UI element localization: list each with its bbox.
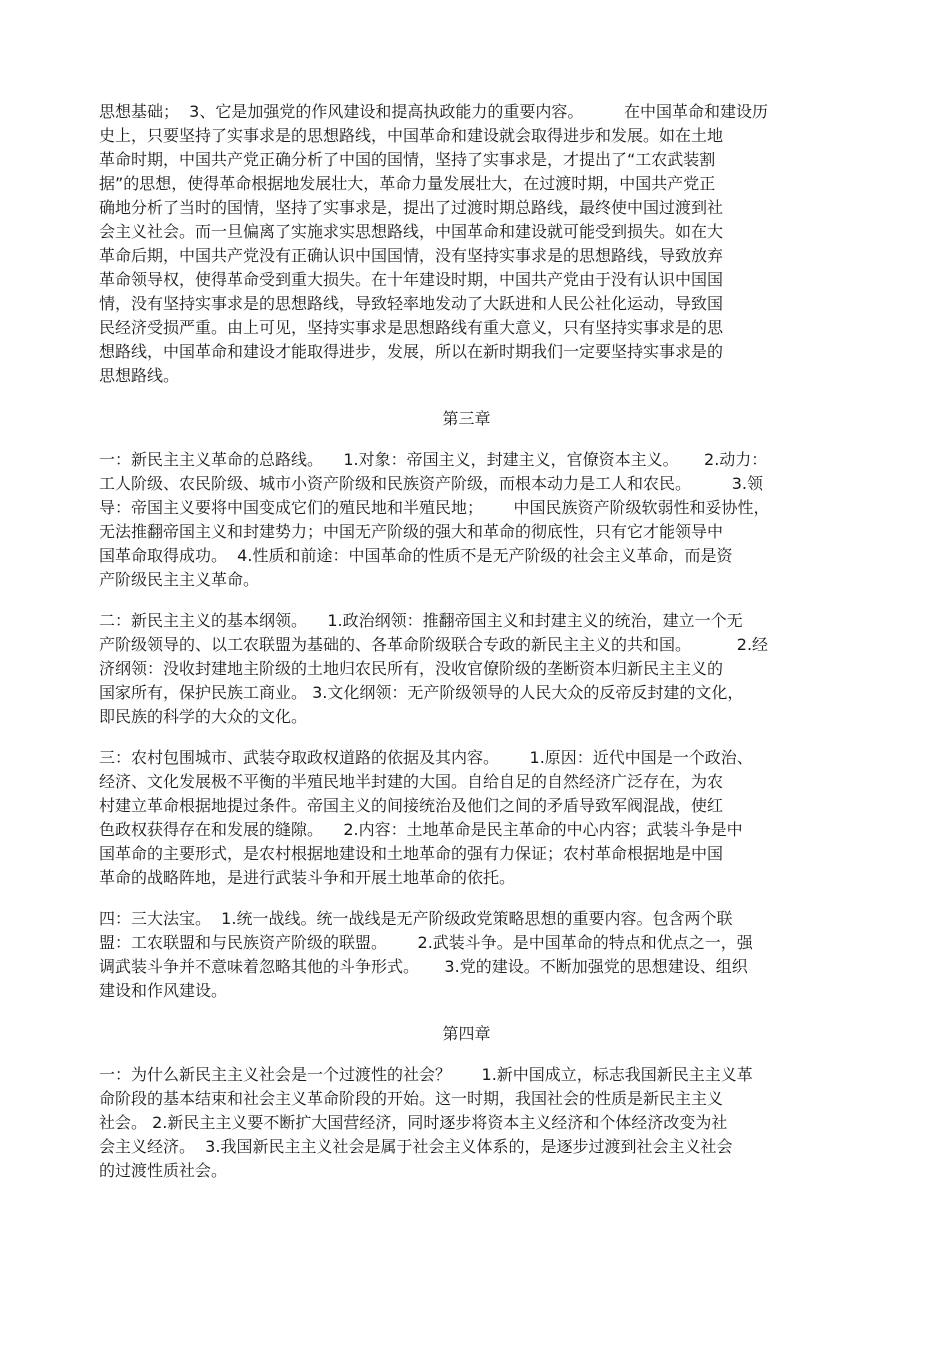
text-line: 产阶级民主主义革命。 [99,570,260,589]
chapter-3-section-4 [99,907,834,1003]
text-line: 民经济受损严重。由上可见，坚持实事求是思想路线有重大意义，只有坚持实事求是的思 [99,318,724,337]
text-line: 革命的战略阵地，是进行武装斗争和开展土地革命的依托。 [99,868,516,887]
text-line: 情，没有坚持实事求是的思想路线，导致轻率地发动了大跃进和人民公社化运动，导致国 [99,294,724,313]
text-line: 即民族的科学的大众的文化。 [99,707,308,726]
chapter-3-section-2 [99,609,834,729]
text-line: 据”的思想，使得革命根据地发展壮大，革命力量发展壮大，在过渡时期，中国共产党正 [99,174,716,193]
text-line: 二：新民主主义的基本纲领。 1.政治纲领：推翻帝国主义和封建主义的统治，建立一个无 [99,611,743,630]
text-line: 一：为什么新民主主义社会是一个过渡性的社会？ 1.新中国成立，标志我国新民主主义革 [99,1065,753,1084]
chapter-3-section-1 [99,448,834,592]
text-line: 色政权获得存在和发展的缝隙。 2.内容：土地革命是民主革命的中心内容；武装斗争是中 [99,820,743,839]
text-line: 建设和作风建设。 [99,981,228,1000]
text-line: 国革命取得成功。 4.性质和前途：中国革命的性质不是无产阶级的社会主义革命，而是资 [99,546,733,565]
chapter-4-heading: 第四章 [442,1024,491,1043]
text-line: 的过渡性质社会。 [99,1161,228,1180]
text-line: 革命后期，中国共产党没有正确认识中国国情，没有坚持实事求是的思想路线，导致放弃 [99,246,724,265]
text-line: 想路线，中国革命和建设才能取得进步，发展，所以在新时期我们一定要坚持实事求是的 [99,342,724,361]
chapter-3-heading: 第三章 [442,409,491,428]
text-line: 济纲领：没收封建地主阶级的土地归农民所有，没收官僚阶级的垄断资本归新民主主义的 [99,659,724,678]
text-line: 革命领导权，使得革命受到重大损失。在十年建设时期，中国共产党由于没有认识中国国 [99,270,724,289]
text-line: 会主义社会。而一旦偏离了实施求实思想路线，中国革命和建设就可能受到损失。如在大 [99,222,724,241]
text-line: 导：帝国主义要将中国变成它们的殖民地和半殖民地； 中国民族资产阶级软弱性和妥协性， [99,498,770,517]
text-line: 社会。 2.新民主主义要不断扩大国营经济，同时逐步将资本主义经济和个体经济改变为社 [99,1113,728,1132]
text-line: 思想基础； 3、它是加强党的作风建设和提高执政能力的重要内容。 在中国革命和建设历 [99,102,769,121]
text-line: 三：农村包围城市、武装夺取政权道路的依据及其内容。 1.原因：近代中国是一个政治、 [99,748,753,767]
text-line: 调武装斗争并不意味着忽略其他的斗争形式。 3.党的建设。不断加强党的思想建设、组织 [99,957,748,976]
text-line: 革命时期，中国共产党正确分析了中国的国情，坚持了实事求是，才提出了“工农武装割 [99,150,716,169]
text-line: 一：新民主主义革命的总路线。 1.对象：帝国主义，封建主义，官僚资本主义。 2.动力： [99,450,768,469]
text-line: 四：三大法宝。 1.统一战线。统一战线是无产阶级政党策略思想的重要内容。包含两个联 [99,909,733,928]
text-line: 思想路线。 [99,366,180,385]
text-line: 命阶段的基本结束和社会主义革命阶段的开始。这一时期，我国社会的性质是新民主主义 [99,1089,724,1108]
text-line: 国革命的主要形式，是农村根据地建设和土地革命的强有力保证；农村革命根据地是中国 [99,844,724,863]
text-line: 村建立革命根据地提过条件。帝国主义的间接统治及他们之间的矛盾导致军阀混战，使红 [99,796,724,815]
text-line: 国家所有，保护民族工商业。 3.文化纲领：无产阶级领导的人民大众的反帝反封建的文化， [99,683,744,702]
text-line: 会主义经济。 3.我国新民主主义社会是属于社会主义体系的，是逐步过渡到社会主义社会 [99,1137,733,1156]
text-line: 盟：工农联盟和与民族资产阶级的联盟。 2.武装斗争。是中国革命的特点和优点之一，强 [99,933,753,952]
text-line: 经济、文化发展极不平衡的半殖民地半封建的大国。自给自足的自然经济广泛存在，为农 [99,772,724,791]
intro-paragraph [99,100,834,388]
chapter-3-section-3 [99,746,834,890]
chapter-4-section-1 [99,1063,834,1183]
text-line: 确地分析了当时的国情，坚持了实事求是，提出了过渡时期总路线，最终使中国过渡到社 [99,198,724,217]
text-line: 无法推翻帝国主义和封建势力；中国无产阶级的强大和革命的彻底性，只有它才能领导中 [99,522,724,541]
text-line: 工人阶级、农民阶级、城市小资产阶级和民族资产阶级，而根本动力是工人和农民。 3.领 [99,474,763,493]
text-line: 史上，只要坚持了实事求是的思想路线，中国革命和建设就会取得进步和发展。如在土地 [99,126,724,145]
document-page [99,100,834,1183]
text-line: 产阶级领导的、以工农联盟为基础的、各革命阶级联合专政的新民主主义的共和国。 2.经 [99,635,769,654]
